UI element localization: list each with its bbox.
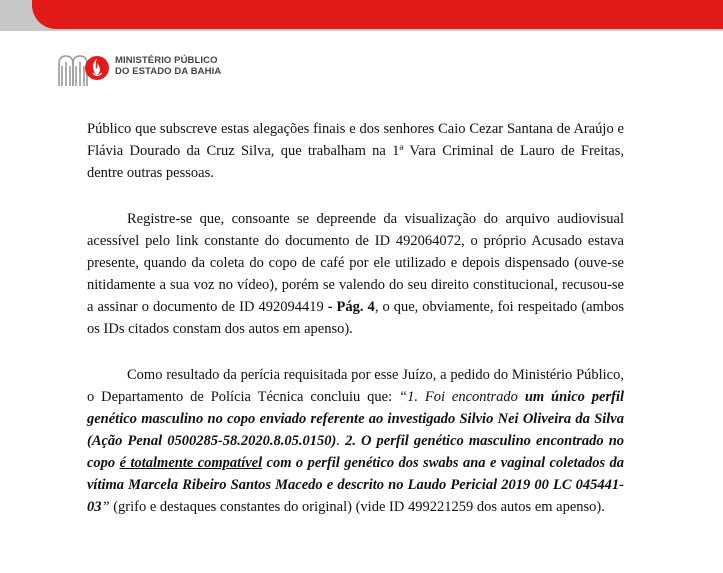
- logo-line-1: MINISTÉRIO PÚBLICO: [115, 55, 218, 66]
- header-bar: [0, 0, 723, 31]
- header-red-band: [32, 0, 723, 29]
- paragraph-3-end: (grifo e destaques constantes do original) (vide ID 499221259 dos autos em apenso).: [109, 499, 605, 515]
- logo-line-2: DO ESTADO DA BAHIA: [115, 66, 222, 77]
- quote-open: “1. Foi encontrado: [399, 389, 525, 405]
- mp-flame-logo-icon: [57, 46, 113, 90]
- paragraph-2-page-ref: - Pág. 4: [327, 299, 375, 315]
- paragraph-2-text: Registre-se que, consoante se depreende da visualização do arquivo audiovisual acessível pelo link constante do documento de ID 492064072, o próprio Acusado estava presente, quando da coleta do copo de café por ele utilizado e depois dispensado (ouve-se nitidamente a sua voz no vídeo), porém se valendo do seu direito constitucional, recusou-se a assinar o documento de ID 492094419: [87, 211, 624, 315]
- paragraph-2: [87, 208, 624, 340]
- quote-separator: .: [336, 433, 346, 449]
- quote-finding-2: 2. O perfil genético masculino encontrado no copo: [87, 433, 625, 471]
- paragraph-2-text-end: , o que, obviamente, foi respeitado (ambos os IDs citados constam dos autos em apenso).: [87, 299, 624, 337]
- mp-logo: [57, 46, 227, 90]
- logo-text: [115, 55, 221, 77]
- paragraph-3: [87, 364, 624, 518]
- paragraph-1: Público que subscreve estas alegações finais e dos senhores Caio Cezar Santana de Araújo e Flávia Dourado da Cruz Silva, que trabalham na 1ª Vara Criminal de Lauro de Freitas, dentre outras pessoas.: [87, 121, 624, 181]
- paragraph-3-intro: Como resultado da perícia requisitada por esse Juízo, a pedido do Ministério Público, o Departamento de Polícia Técnica concluiu que:: [87, 367, 624, 405]
- quote-finding-2-rest: com o perfil genético dos swabs ana e vaginal coletados da vítima Marcela Ribeiro Santos Macedo e descrito no Laudo Pericial 2019 00 LC 045441-03: [87, 455, 625, 515]
- document-body: [87, 118, 624, 542]
- quote-finding-1: um único perfil genético masculino no copo enviado referente ao investigado Silvio Nei Oliveira da Silva (Ação Penal 0500285-58.2020.8.05.0150): [87, 389, 624, 449]
- quote-underlined: é totalmente compatível: [119, 455, 263, 471]
- quote-close: ”: [101, 499, 110, 515]
